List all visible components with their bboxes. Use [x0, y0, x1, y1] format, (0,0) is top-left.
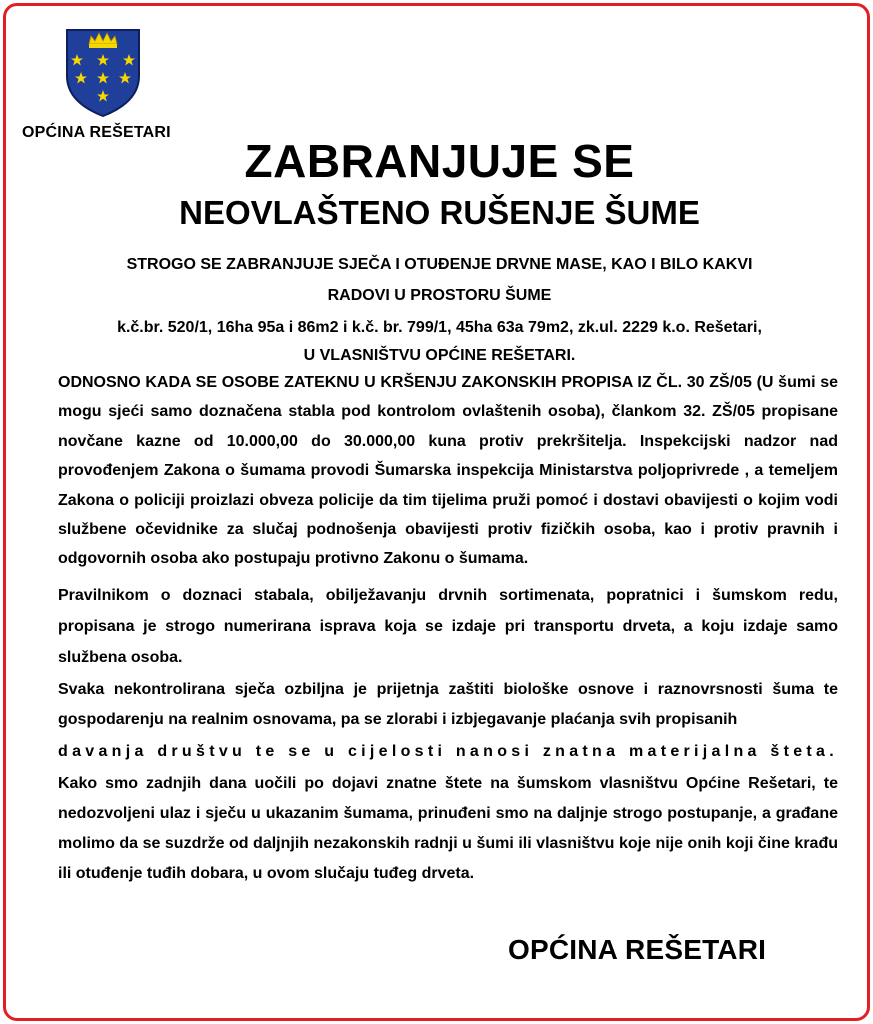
page-title: ZABRANJUJE SE	[244, 135, 635, 187]
poster-frame	[3, 3, 870, 1021]
paragraph-threat-end: davanja društvu te se u cijelosti nanosi znatna materijalna šteta.	[58, 742, 838, 760]
signature: OPĆINA REŠETARI	[508, 934, 767, 965]
intro-line-2: RADOVI U PROSTORU ŠUME	[327, 287, 552, 304]
parcel-details: k.č.br. 520/1, 16ha 95a i 86m2 i k.č. br. 799/1, 45ha 63a 79m2, zk.ul. 2229 k.o. Rešetari,	[117, 319, 762, 336]
paragraph-threat-start: Svaka nekontrolirana sječa ozbiljna je prijetnja zaštiti biološke osnove i raznovrsnosti šuma te gospodarenju na realnim osnovama, pa se zlorabi i izbjegavanje plaćanja svih propisanih	[58, 680, 838, 728]
paragraph-appeal: Kako smo zadnjih dana uočili po dojavi znatne štete na šumskom vlasništvu Općine Rešetari, te nedozvoljeni ulaz i sječu u ukazanim šumama, prinuđeni smo na daljnje strogo postupanje, a građane molimo da se suzdrže od daljnjih nezakonskih radnji u šumi ili vlasništvu koje nije onih koji čine krađu ili otuđenje tuđih dobara, u ovom slučaju tuđeg drveta.	[58, 774, 838, 882]
ownership-line: U VLASNIŠTVU OPĆINE REŠETARI.	[303, 347, 576, 364]
notice-body	[58, 368, 838, 889]
paragraph-legal-penalties: ODNOSNO KADA SE OSOBE ZATEKNU U KRŠENJU ZAKONSKIH PROPISA IZ ČL. 30 ZŠ/05 (U šumi se mogu sjeći samo doznačena stabla pod kontrolom ovlaštenih osoba), člankom 32. ZŠ/05 propisane novčane kazne od 10.000,00 do 30.000,00 kuna protiv prekršitelja. Inspekcijski nadzor nad provođenjem Zakona o šumama provodi Šumarska inspekcija Ministarstva poljoprivrede , a temeljem Zakona o policiji proizlazi obveza policije da tim tijelima pruži pomoć i dostavi obavijesti o kojim vodi službene očevidnike za slučaj podnošenja obavijesti protiv fizičkih osoba, kao i protiv pravnih i odgovornih osoba ako postupaju protivno Zakonu o šumama.	[58, 374, 838, 568]
coat-of-arms-icon	[63, 20, 143, 118]
paragraph-regulations: Pravilnikom o doznaci stabala, obilježavanju drvnih sortimenata, popratnici i šumskom redu, propisana je strogo numerirana isprava koja se izdaje pri transportu drveta, a koju izdaje samo službena osoba.	[58, 586, 838, 666]
page-subtitle: NEOVLAŠTENO RUŠENJE ŠUME	[179, 194, 700, 231]
municipality-name-header: OPĆINA REŠETARI	[22, 124, 171, 141]
intro-line-1: STROGO SE ZABRANJUJE SJEČA I OTUĐENJE DRVNE MASE, KAO I BILO KAKVI	[126, 256, 753, 273]
